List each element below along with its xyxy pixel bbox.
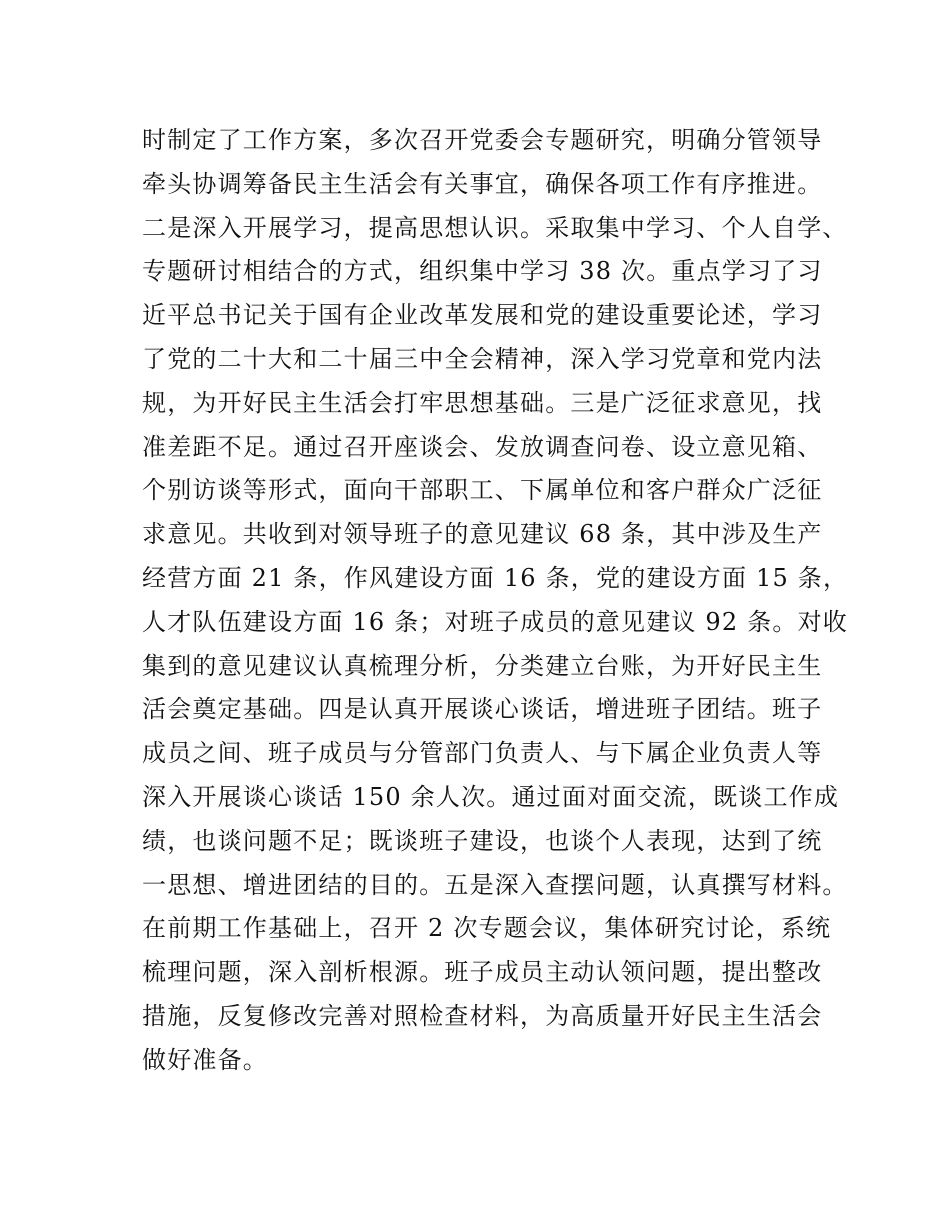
text-line: 在前期工作基础上，召开 2 次专题会议，集体研究讨论，系统 [142,914,832,943]
text-line: 牵头协调筹备民主生活会有关事宜，确保各项工作有序推进。 [142,169,823,198]
text-line: 二是深入开展学习，提高思想认识。采取集中学习、个人自学、 [142,213,848,242]
text-line: 梳理问题，深入剖析根源。班子成员主动认领问题，提出整改 [142,958,823,987]
text-line: 集到的意见建议认真梳理分析，分类建立台账，为开好民主生 [142,651,823,680]
text-line: 时制定了工作方案，多次召开党委会专题研究，明确分管领导 [142,126,823,154]
text-line: 规，为开好民主生活会打牢思想基础。三是广泛征求意见，找 [142,388,823,417]
text-line: 近平总书记关于国有企业改革发展和党的建设重要论述，学习 [142,301,823,330]
text-line: 绩，也谈问题不足；既谈班子建设，也谈个人表现，达到了统 [142,826,823,855]
text-line: 活会奠定基础。四是认真开展谈心谈话，增进班子团结。班子 [142,695,823,724]
text-line: 求意见。共收到对领导班子的意见建议 68 条，其中涉及生产 [142,520,823,549]
text-line: 经营方面 21 条，作风建设方面 16 条，党的建设方面 15 条， [142,563,849,592]
text-line: 人才队伍建设方面 16 条；对班子成员的意见建议 92 条。对收 [142,607,848,636]
text-line: 一思想、增进团结的目的。五是深入查摆问题，认真撰写材料。 [142,870,848,899]
text-line: 成员之间、班子成员与分管部门负责人、与下属企业负责人等 [142,739,823,768]
text-line: 深入开展谈心谈话 150 余人次。通过面对面交流，既谈工作成 [142,782,840,811]
text-line: 准差距不足。通过召开座谈会、发放调查问卷、设立意见箱、 [142,432,823,461]
body-paragraph [142,119,849,1083]
text-line: 措施，反复修改完善对照检查材料，为高质量开好民主生活会 [142,1001,823,1030]
text-line: 了党的二十大和二十届三中全会精神，深入学习党章和党内法 [142,344,823,373]
text-line: 个别访谈等形式，面向干部职工、下属单位和客户群众广泛征 [142,476,823,505]
text-line: 专题研讨相结合的方式，组织集中学习 38 次。重点学习了习 [142,257,823,286]
text-line: 做好准备。 [142,1045,268,1074]
